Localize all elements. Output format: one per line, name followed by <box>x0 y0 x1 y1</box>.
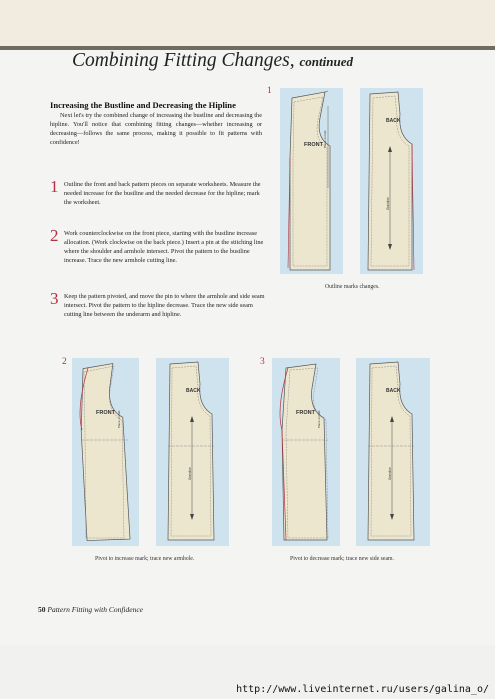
figure-1-back-piece <box>360 88 423 274</box>
page-footer <box>38 605 143 614</box>
figure-1-number: 1 <box>267 86 272 96</box>
back-label: BACK <box>386 388 401 394</box>
grainline-label: Grainline <box>188 467 192 480</box>
page-number: 50 <box>38 605 46 614</box>
watermark-url: http://www.liveinternet.ru/users/galina_o/ <box>236 684 489 695</box>
figure-3-front-piece <box>272 358 340 546</box>
title-main: Combining Fitting Changes, <box>72 50 295 71</box>
front-label: FRONT <box>96 410 115 416</box>
figure-2-back-piece <box>156 358 229 546</box>
header-band <box>0 0 495 46</box>
grainline-label: Grainline <box>388 467 392 480</box>
title-suffix: continued <box>299 54 353 69</box>
step-number: 2 <box>50 226 59 245</box>
figure-3-back-piece <box>356 358 430 546</box>
figure-1-caption: Outline marks changes. <box>325 284 380 290</box>
back-label: BACK <box>386 118 401 124</box>
intro-text: Next let's try the combined change of increasing the bustline and decreasing the hipline. You'll notice that combining fitting changes—whether increasing or decreasing—follows the same process, making it possible to fit patterns with confidence! <box>50 112 262 146</box>
fold-label: Place on fold <box>117 410 121 428</box>
back-label: BACK <box>186 388 201 394</box>
intro-paragraph <box>50 111 262 147</box>
page-title <box>72 50 353 72</box>
figure-1-front-piece <box>280 88 343 274</box>
front-label: FRONT <box>304 142 323 148</box>
book-title: Pattern Fitting with Confidence <box>47 605 143 614</box>
fold-label: Place on fold <box>323 130 327 148</box>
step-text: Outline the front and back pattern pieces on separate worksheets. Measure the needed increase for the bustline and the needed decrease for the hipline; mark the worksheet. <box>64 181 261 206</box>
front-label: FRONT <box>296 410 315 416</box>
figure-2-number: 2 <box>62 357 67 367</box>
section-heading: Increasing the Bustline and Decreasing the Hipline <box>50 100 236 110</box>
step-number: 1 <box>50 177 59 196</box>
step-text: Work counterclockwise on the front piece, starting with the bustline increase allocation. (Work clockwise on the back piece.) Insert a pin at the stitching line where the shoulder and armhole intersect. Pivot the pattern to the bustline increase. Trace the new armhole cutting line. <box>64 230 264 264</box>
figure-3-caption: Pivot to decrease mark; trace new side seam. <box>290 556 394 562</box>
figure-2-caption: Pivot to increase mark; trace new armhole. <box>95 556 195 562</box>
fold-label: Place on fold <box>317 410 321 428</box>
figure-3-number: 3 <box>260 357 265 367</box>
grainline-label: Grainline <box>386 197 390 210</box>
figure-2-front-piece <box>72 358 139 546</box>
step-number: 3 <box>50 289 59 308</box>
step-text: Keep the pattern pivoted, and move the pin to where the armhole and side seam intersect. Pivot the pattern to the hipline decrease. Trace the new side seam cutting line between the underarm and hipline. <box>64 293 265 318</box>
